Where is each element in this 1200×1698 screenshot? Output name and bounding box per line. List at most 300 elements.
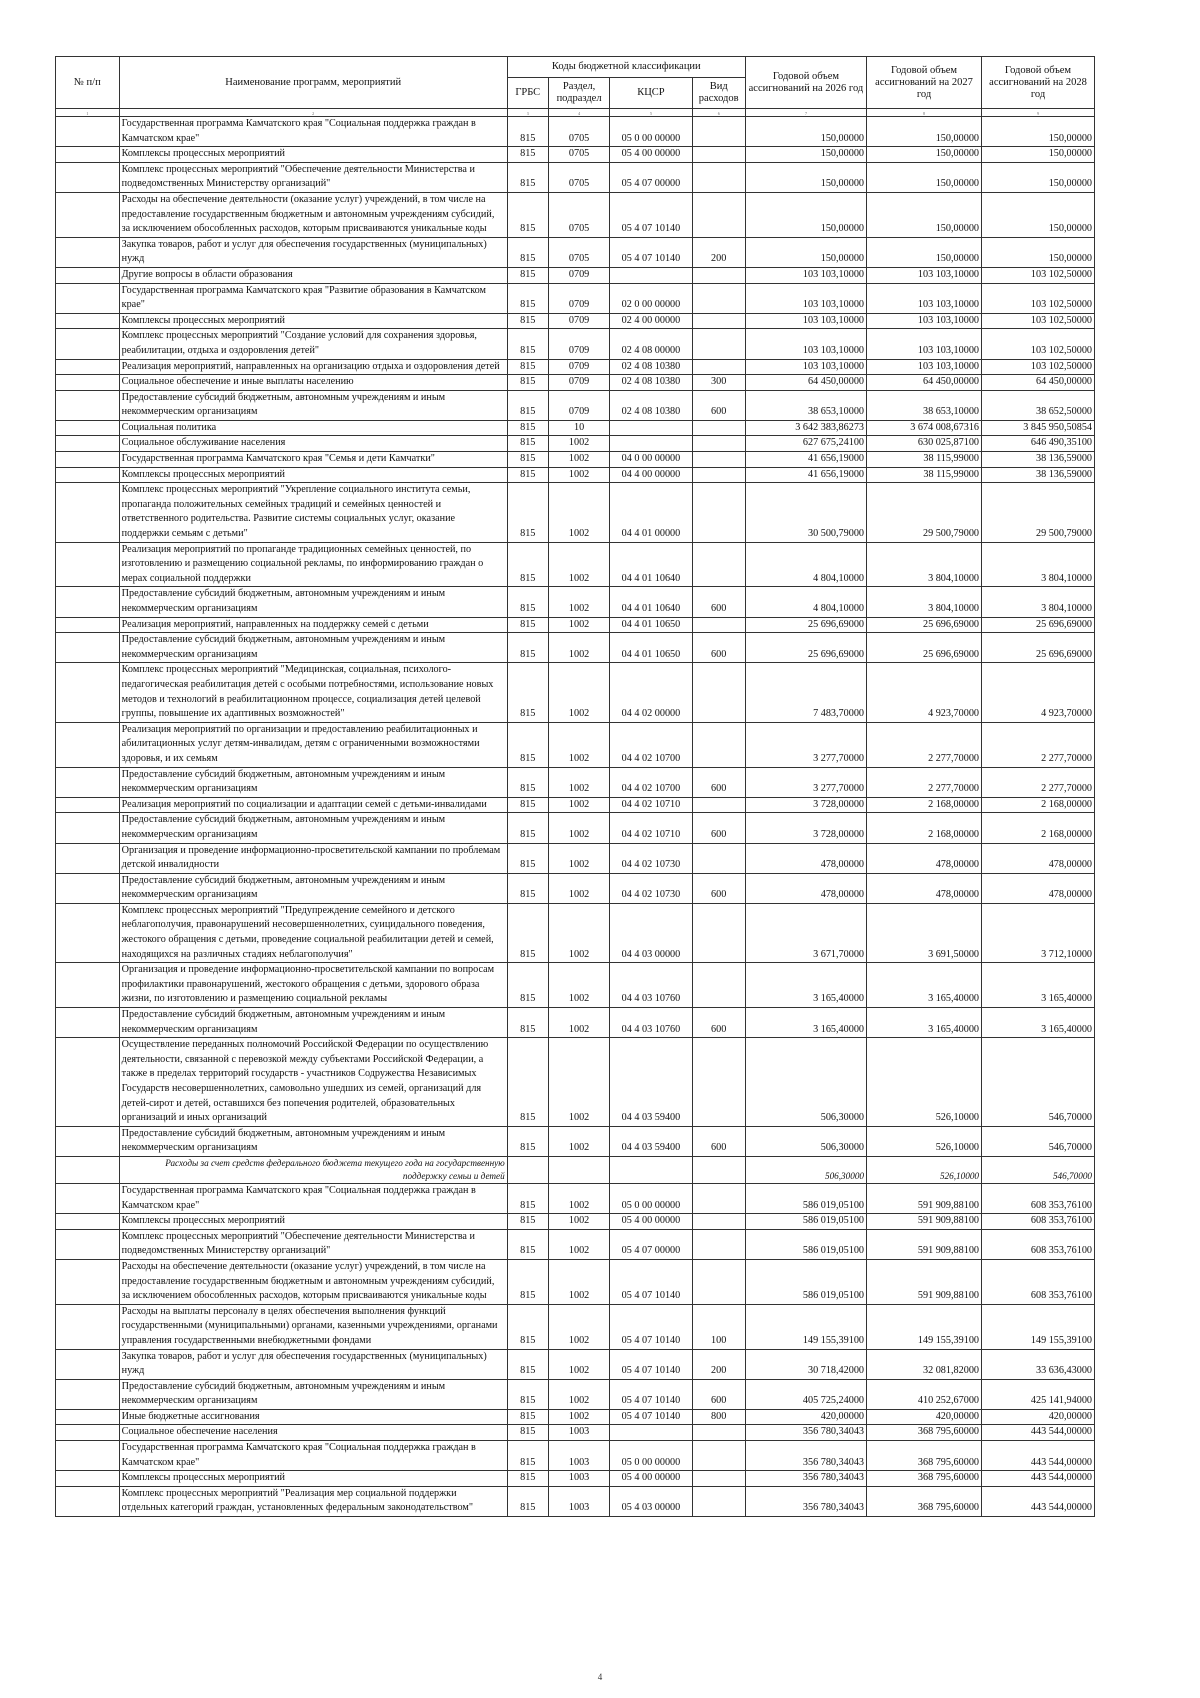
table-row	[56, 587, 1095, 617]
cell-vid	[692, 467, 745, 483]
header-razdel: Раздел, подраздел	[548, 78, 610, 109]
cell-grbs: 815	[507, 1486, 548, 1516]
cell-razdel: 0709	[548, 329, 610, 359]
header-kcsr: КЦСР	[610, 78, 692, 109]
cell-grbs: 815	[507, 767, 548, 797]
cell-2026: 41 656,19000	[745, 467, 866, 483]
column-number-row	[56, 109, 1095, 117]
cell-2026: 150,00000	[745, 162, 866, 192]
cell-2028: 2 277,70000	[982, 767, 1095, 797]
table-row	[56, 813, 1095, 843]
cell-grbs: 815	[507, 1304, 548, 1349]
table-row	[56, 267, 1095, 283]
cell-num	[56, 903, 120, 962]
cell-2027: 103 103,10000	[867, 329, 982, 359]
cell-2028: 443 544,00000	[982, 1471, 1095, 1487]
cell-grbs: 815	[507, 359, 548, 375]
cell-name: Предоставление субсидий бюджетным, автономным учреждениям и иным некоммерческим организациям	[119, 767, 507, 797]
table-row	[56, 1156, 1095, 1183]
cell-name: Комплекс процессных мероприятий "Реализация мер социальной поддержки отдельных категорий граждан, установленных федеральным законодательством"	[119, 1486, 507, 1516]
cell-2026: 41 656,19000	[745, 452, 866, 468]
cell-2027: 38 653,10000	[867, 390, 982, 420]
cell-kcsr: 02 4 00 00000	[610, 313, 692, 329]
cell-name: Предоставление субсидий бюджетным, автономным учреждениям и иным некоммерческим организациям	[119, 873, 507, 903]
cell-num	[56, 843, 120, 873]
cell-vid	[692, 1441, 745, 1471]
cell-num	[56, 359, 120, 375]
cell-2027: 150,00000	[867, 147, 982, 163]
cell-grbs: 815	[507, 1214, 548, 1230]
cell-2027: 478,00000	[867, 873, 982, 903]
cell-name: Реализация мероприятий по пропаганде традиционных семейных ценностей, по изготовлению и размещению социальной рекламы, по информированию граждан о мерах социальной поддержки	[119, 542, 507, 587]
cell-2027: 103 103,10000	[867, 283, 982, 313]
cell-vid	[692, 722, 745, 767]
cell-2026: 103 103,10000	[745, 283, 866, 313]
cell-2028: 608 353,76100	[982, 1214, 1095, 1230]
cell-2027: 3 691,50000	[867, 903, 982, 962]
cell-razdel	[548, 1156, 610, 1183]
cell-vid	[692, 313, 745, 329]
cell-kcsr: 02 4 08 10380	[610, 390, 692, 420]
cell-razdel: 1003	[548, 1425, 610, 1441]
cell-2027: 150,00000	[867, 162, 982, 192]
table-row	[56, 359, 1095, 375]
cell-razdel: 0709	[548, 267, 610, 283]
cell-2027: 103 103,10000	[867, 359, 982, 375]
cell-name: Предоставление субсидий бюджетным, автономным учреждениям и иным некоммерческим организациям	[119, 633, 507, 663]
table-row	[56, 390, 1095, 420]
cell-2027: 149 155,39100	[867, 1304, 982, 1349]
cell-kcsr	[610, 420, 692, 436]
cell-name: Предоставление субсидий бюджетным, автономным учреждениям и иным некоммерческим организациям	[119, 1126, 507, 1156]
cell-vid	[692, 483, 745, 542]
table-row	[56, 903, 1095, 962]
cell-2026: 3 728,00000	[745, 813, 866, 843]
cell-vid: 600	[692, 1008, 745, 1038]
cell-name: Организация и проведение информационно-просветительской кампании по вопросам профилактики правонарушений, жестокого обращения с детьми, здорового образа жизни, по изготовлению и размещению социальной рекламы	[119, 963, 507, 1008]
cell-num	[56, 237, 120, 267]
cell-2028: 608 353,76100	[982, 1229, 1095, 1259]
column-number: 2	[119, 109, 507, 117]
cell-2028: 478,00000	[982, 873, 1095, 903]
cell-num	[56, 1229, 120, 1259]
cell-razdel: 1002	[548, 452, 610, 468]
cell-2026: 7 483,70000	[745, 663, 866, 722]
cell-2026: 4 804,10000	[745, 587, 866, 617]
cell-name: Государственная программа Камчатского края "Социальная поддержка граждан в Камчатском крае"	[119, 117, 507, 147]
page-number: 4	[597, 1672, 603, 1682]
header-2026: Годовой объем ассигнований на 2026 год	[745, 57, 866, 109]
cell-2026: 356 780,34043	[745, 1441, 866, 1471]
cell-grbs: 815	[507, 903, 548, 962]
cell-2026: 3 671,70000	[745, 903, 866, 962]
cell-2026: 150,00000	[745, 117, 866, 147]
column-number: 5	[610, 109, 692, 117]
cell-name: Социальная политика	[119, 420, 507, 436]
cell-2027: 4 923,70000	[867, 663, 982, 722]
cell-2028: 3 165,40000	[982, 1008, 1095, 1038]
cell-2028: 25 696,69000	[982, 617, 1095, 633]
cell-name: Реализация мероприятий, направленных на организацию отдыха и оздоровления детей	[119, 359, 507, 375]
cell-2028: 546,70000	[982, 1126, 1095, 1156]
cell-grbs: 815	[507, 633, 548, 663]
cell-2028: 443 544,00000	[982, 1425, 1095, 1441]
cell-2028: 478,00000	[982, 843, 1095, 873]
cell-2028: 3 804,10000	[982, 542, 1095, 587]
cell-razdel: 10	[548, 420, 610, 436]
header-2028: Годовой объем ассигнований на 2028 год	[982, 57, 1095, 109]
cell-vid	[692, 617, 745, 633]
cell-grbs: 815	[507, 420, 548, 436]
table-row	[56, 797, 1095, 813]
cell-kcsr: 04 4 02 10710	[610, 797, 692, 813]
table-row	[56, 237, 1095, 267]
cell-2027: 368 795,60000	[867, 1471, 982, 1487]
cell-razdel: 1002	[548, 963, 610, 1008]
cell-razdel: 0709	[548, 390, 610, 420]
cell-kcsr: 02 4 08 00000	[610, 329, 692, 359]
cell-name: Комплексы процессных мероприятий	[119, 147, 507, 163]
cell-name: Закупка товаров, работ и услуг для обеспечения государственных (муниципальных) нужд	[119, 237, 507, 267]
cell-2027: 526,10000	[867, 1038, 982, 1127]
cell-2027: 368 795,60000	[867, 1425, 982, 1441]
cell-vid: 300	[692, 375, 745, 391]
cell-kcsr: 04 4 03 10760	[610, 963, 692, 1008]
cell-kcsr: 04 4 03 10760	[610, 1008, 692, 1038]
cell-2028: 608 353,76100	[982, 1259, 1095, 1304]
cell-grbs: 815	[507, 313, 548, 329]
cell-name: Предоставление субсидий бюджетным, автономным учреждениям и иным некоммерческим организациям	[119, 1379, 507, 1409]
cell-vid	[692, 1038, 745, 1127]
cell-2028: 425 141,94000	[982, 1379, 1095, 1409]
cell-2027: 3 804,10000	[867, 542, 982, 587]
cell-2028: 25 696,69000	[982, 633, 1095, 663]
cell-name: Организация и проведение информационно-просветительской кампании по проблемам детской инвалидности	[119, 843, 507, 873]
cell-name: Закупка товаров, работ и услуг для обеспечения государственных (муниципальных) нужд	[119, 1349, 507, 1379]
cell-razdel: 1002	[548, 873, 610, 903]
cell-2027: 368 795,60000	[867, 1486, 982, 1516]
cell-num	[56, 192, 120, 237]
cell-2026: 30 500,79000	[745, 483, 866, 542]
table-row	[56, 843, 1095, 873]
cell-razdel: 0705	[548, 162, 610, 192]
cell-kcsr: 04 4 01 10640	[610, 587, 692, 617]
cell-2027: 591 909,88100	[867, 1183, 982, 1213]
cell-2026: 103 103,10000	[745, 313, 866, 329]
cell-grbs: 815	[507, 192, 548, 237]
cell-vid	[692, 283, 745, 313]
column-number: 7	[745, 109, 866, 117]
cell-razdel: 1002	[548, 1259, 610, 1304]
cell-name: Расходы за счет средств федерального бюджета текущего года на государственную поддержку семьи и детей	[119, 1156, 507, 1183]
cell-vid	[692, 1183, 745, 1213]
cell-num	[56, 329, 120, 359]
cell-razdel: 1003	[548, 1486, 610, 1516]
cell-vid	[692, 1214, 745, 1230]
cell-2026: 103 103,10000	[745, 267, 866, 283]
cell-vid	[692, 963, 745, 1008]
cell-kcsr: 05 4 07 10140	[610, 1349, 692, 1379]
table-row	[56, 192, 1095, 237]
cell-kcsr: 02 4 08 10380	[610, 375, 692, 391]
cell-num	[56, 283, 120, 313]
cell-kcsr: 04 4 00 00000	[610, 467, 692, 483]
cell-razdel: 1002	[548, 1214, 610, 1230]
cell-2027: 64 450,00000	[867, 375, 982, 391]
cell-kcsr: 05 4 03 00000	[610, 1486, 692, 1516]
cell-num	[56, 1008, 120, 1038]
cell-vid	[692, 1425, 745, 1441]
cell-name: Предоставление субсидий бюджетным, автономным учреждениям и иным некоммерческим организациям	[119, 813, 507, 843]
table-row	[56, 963, 1095, 1008]
table-row	[56, 767, 1095, 797]
cell-razdel: 1002	[548, 1409, 610, 1425]
cell-razdel: 1002	[548, 1008, 610, 1038]
cell-2027: 38 115,99000	[867, 452, 982, 468]
cell-2028: 103 102,50000	[982, 359, 1095, 375]
cell-2028: 103 102,50000	[982, 283, 1095, 313]
cell-2028: 29 500,79000	[982, 483, 1095, 542]
cell-2026: 3 728,00000	[745, 797, 866, 813]
cell-name: Комплексы процессных мероприятий	[119, 1214, 507, 1230]
cell-vid: 200	[692, 237, 745, 267]
cell-num	[56, 1486, 120, 1516]
cell-grbs: 815	[507, 1008, 548, 1038]
cell-kcsr	[610, 1425, 692, 1441]
cell-2027: 591 909,88100	[867, 1214, 982, 1230]
cell-vid	[692, 1229, 745, 1259]
cell-razdel: 1002	[548, 767, 610, 797]
cell-vid: 600	[692, 813, 745, 843]
cell-name: Социальное обеспечение населения	[119, 1425, 507, 1441]
cell-2028: 38 136,59000	[982, 467, 1095, 483]
cell-name: Иные бюджетные ассигнования	[119, 1409, 507, 1425]
table-row	[56, 162, 1095, 192]
cell-2026: 38 653,10000	[745, 390, 866, 420]
cell-num	[56, 873, 120, 903]
table-row	[56, 1471, 1095, 1487]
cell-vid	[692, 1471, 745, 1487]
column-number: 6	[692, 109, 745, 117]
cell-2027: 150,00000	[867, 237, 982, 267]
cell-num	[56, 1379, 120, 1409]
cell-kcsr: 05 4 00 00000	[610, 1214, 692, 1230]
cell-vid	[692, 1156, 745, 1183]
cell-vid: 600	[692, 1379, 745, 1409]
cell-num	[56, 375, 120, 391]
cell-num	[56, 1304, 120, 1349]
cell-2027: 420,00000	[867, 1409, 982, 1425]
cell-razdel: 0705	[548, 117, 610, 147]
cell-kcsr: 04 4 03 00000	[610, 903, 692, 962]
table-row	[56, 1038, 1095, 1127]
cell-name: Предоставление субсидий бюджетным, автономным учреждениям и иным некоммерческим организациям	[119, 390, 507, 420]
cell-2026: 506,30000	[745, 1038, 866, 1127]
cell-name: Предоставление субсидий бюджетным, автономным учреждениям и иным некоммерческим организациям	[119, 587, 507, 617]
cell-kcsr: 05 0 00 00000	[610, 1441, 692, 1471]
cell-kcsr: 05 4 00 00000	[610, 147, 692, 163]
column-number: 8	[867, 109, 982, 117]
cell-vid	[692, 542, 745, 587]
cell-2026: 405 725,24000	[745, 1379, 866, 1409]
cell-2028: 64 450,00000	[982, 375, 1095, 391]
cell-name: Другие вопросы в области образования	[119, 267, 507, 283]
column-number: 9	[982, 109, 1095, 117]
cell-2028: 3 712,10000	[982, 903, 1095, 962]
table-row	[56, 147, 1095, 163]
cell-name: Комплекс процессных мероприятий "Медицинская, социальная, психолого-педагогическая реабилитация детей с особыми потребностями, использование новых методов и технологий в реабилитационном процессе, социализация детей целевой группы, повышение их адаптивных возможностей"	[119, 663, 507, 722]
cell-kcsr: 04 4 01 00000	[610, 483, 692, 542]
cell-2027: 3 165,40000	[867, 963, 982, 1008]
cell-num	[56, 1349, 120, 1379]
cell-vid: 800	[692, 1409, 745, 1425]
cell-num	[56, 797, 120, 813]
cell-2026: 30 718,42000	[745, 1349, 866, 1379]
cell-vid	[692, 663, 745, 722]
table-row	[56, 483, 1095, 542]
table-row	[56, 436, 1095, 452]
cell-num	[56, 162, 120, 192]
cell-grbs: 815	[507, 843, 548, 873]
cell-2028: 3 804,10000	[982, 587, 1095, 617]
table-row	[56, 1259, 1095, 1304]
cell-2028: 646 490,35100	[982, 436, 1095, 452]
cell-2026: 627 675,24100	[745, 436, 866, 452]
cell-2027: 410 252,67000	[867, 1379, 982, 1409]
cell-2028: 443 544,00000	[982, 1441, 1095, 1471]
cell-2026: 356 780,34043	[745, 1471, 866, 1487]
cell-vid: 600	[692, 1126, 745, 1156]
cell-2027: 25 696,69000	[867, 617, 982, 633]
cell-razdel: 0709	[548, 283, 610, 313]
cell-grbs: 815	[507, 147, 548, 163]
cell-2028: 150,00000	[982, 147, 1095, 163]
cell-razdel: 0709	[548, 375, 610, 391]
cell-2027: 2 277,70000	[867, 722, 982, 767]
cell-num	[56, 722, 120, 767]
cell-grbs: 815	[507, 452, 548, 468]
cell-grbs: 815	[507, 329, 548, 359]
cell-vid	[692, 192, 745, 237]
cell-kcsr: 04 4 02 10710	[610, 813, 692, 843]
cell-name: Реализация мероприятий, направленных на поддержку семей с детьми	[119, 617, 507, 633]
cell-grbs: 815	[507, 1183, 548, 1213]
cell-kcsr: 05 0 00 00000	[610, 1183, 692, 1213]
cell-grbs: 815	[507, 467, 548, 483]
cell-2028: 2 277,70000	[982, 722, 1095, 767]
cell-2028: 150,00000	[982, 192, 1095, 237]
column-number: 3	[507, 109, 548, 117]
cell-razdel: 1002	[548, 542, 610, 587]
cell-2026: 103 103,10000	[745, 329, 866, 359]
cell-grbs: 815	[507, 963, 548, 1008]
cell-num	[56, 313, 120, 329]
cell-num	[56, 663, 120, 722]
cell-vid: 100	[692, 1304, 745, 1349]
cell-name: Государственная программа Камчатского края "Социальная поддержка граждан в Камчатском крае"	[119, 1441, 507, 1471]
cell-grbs: 815	[507, 283, 548, 313]
cell-name: Расходы на обеспечение деятельности (оказание услуг) учреждений, в том числе на предоставление государственным бюджетным и автономным учреждениям субсидий, за исключением обособленных расходов, которым присваиваются уникальные коды	[119, 192, 507, 237]
table-row	[56, 617, 1095, 633]
cell-grbs: 815	[507, 436, 548, 452]
cell-num	[56, 390, 120, 420]
table-row	[56, 375, 1095, 391]
table-row	[56, 1409, 1095, 1425]
cell-2026: 3 642 383,86273	[745, 420, 866, 436]
cell-2028: 150,00000	[982, 237, 1095, 267]
cell-grbs: 815	[507, 797, 548, 813]
cell-grbs: 815	[507, 1126, 548, 1156]
table-row	[56, 1214, 1095, 1230]
cell-razdel: 0705	[548, 192, 610, 237]
cell-kcsr: 04 4 01 10650	[610, 633, 692, 663]
table-row	[56, 1379, 1095, 1409]
cell-razdel: 1002	[548, 1183, 610, 1213]
cell-2026: 586 019,05100	[745, 1229, 866, 1259]
cell-razdel: 1002	[548, 843, 610, 873]
cell-name: Комплекс процессных мероприятий "Обеспечение деятельности Министерства и подведомственных Министерству организаций"	[119, 1229, 507, 1259]
cell-grbs: 815	[507, 1471, 548, 1487]
cell-vid	[692, 117, 745, 147]
cell-2026: 3 165,40000	[745, 1008, 866, 1038]
cell-2028: 150,00000	[982, 117, 1095, 147]
header-name: Наименование программ, мероприятий	[119, 57, 507, 109]
cell-num	[56, 147, 120, 163]
cell-num	[56, 1259, 120, 1304]
table-row	[56, 1425, 1095, 1441]
cell-num	[56, 1425, 120, 1441]
column-number: 1	[56, 109, 120, 117]
cell-2028: 33 636,43000	[982, 1349, 1095, 1379]
cell-2026: 506,30000	[745, 1156, 866, 1183]
cell-2026: 64 450,00000	[745, 375, 866, 391]
cell-vid	[692, 436, 745, 452]
cell-vid: 600	[692, 767, 745, 797]
cell-kcsr: 04 4 02 10730	[610, 873, 692, 903]
cell-2027: 3 165,40000	[867, 1008, 982, 1038]
cell-2027: 526,10000	[867, 1126, 982, 1156]
cell-grbs: 815	[507, 663, 548, 722]
cell-vid: 600	[692, 633, 745, 663]
cell-vid: 600	[692, 390, 745, 420]
cell-2026: 420,00000	[745, 1409, 866, 1425]
cell-2027: 29 500,79000	[867, 483, 982, 542]
cell-vid	[692, 797, 745, 813]
cell-kcsr: 04 0 00 00000	[610, 452, 692, 468]
cell-2027: 2 168,00000	[867, 813, 982, 843]
table-row	[56, 1008, 1095, 1038]
cell-kcsr: 05 4 07 10140	[610, 1259, 692, 1304]
cell-grbs: 815	[507, 617, 548, 633]
cell-razdel: 1002	[548, 903, 610, 962]
cell-2027: 150,00000	[867, 117, 982, 147]
cell-2027: 25 696,69000	[867, 633, 982, 663]
cell-2028: 546,70000	[982, 1038, 1095, 1127]
cell-num	[56, 483, 120, 542]
cell-razdel: 1002	[548, 1038, 610, 1127]
cell-kcsr: 05 4 07 10140	[610, 1409, 692, 1425]
cell-grbs: 815	[507, 1038, 548, 1127]
cell-razdel: 1003	[548, 1471, 610, 1487]
cell-2026: 150,00000	[745, 237, 866, 267]
cell-2028: 103 102,50000	[982, 313, 1095, 329]
cell-name: Комплексы процессных мероприятий	[119, 467, 507, 483]
cell-grbs: 815	[507, 267, 548, 283]
cell-razdel: 0709	[548, 313, 610, 329]
cell-name: Социальное обеспечение и иные выплаты населению	[119, 375, 507, 391]
cell-2027: 103 103,10000	[867, 267, 982, 283]
cell-2028: 2 168,00000	[982, 797, 1095, 813]
